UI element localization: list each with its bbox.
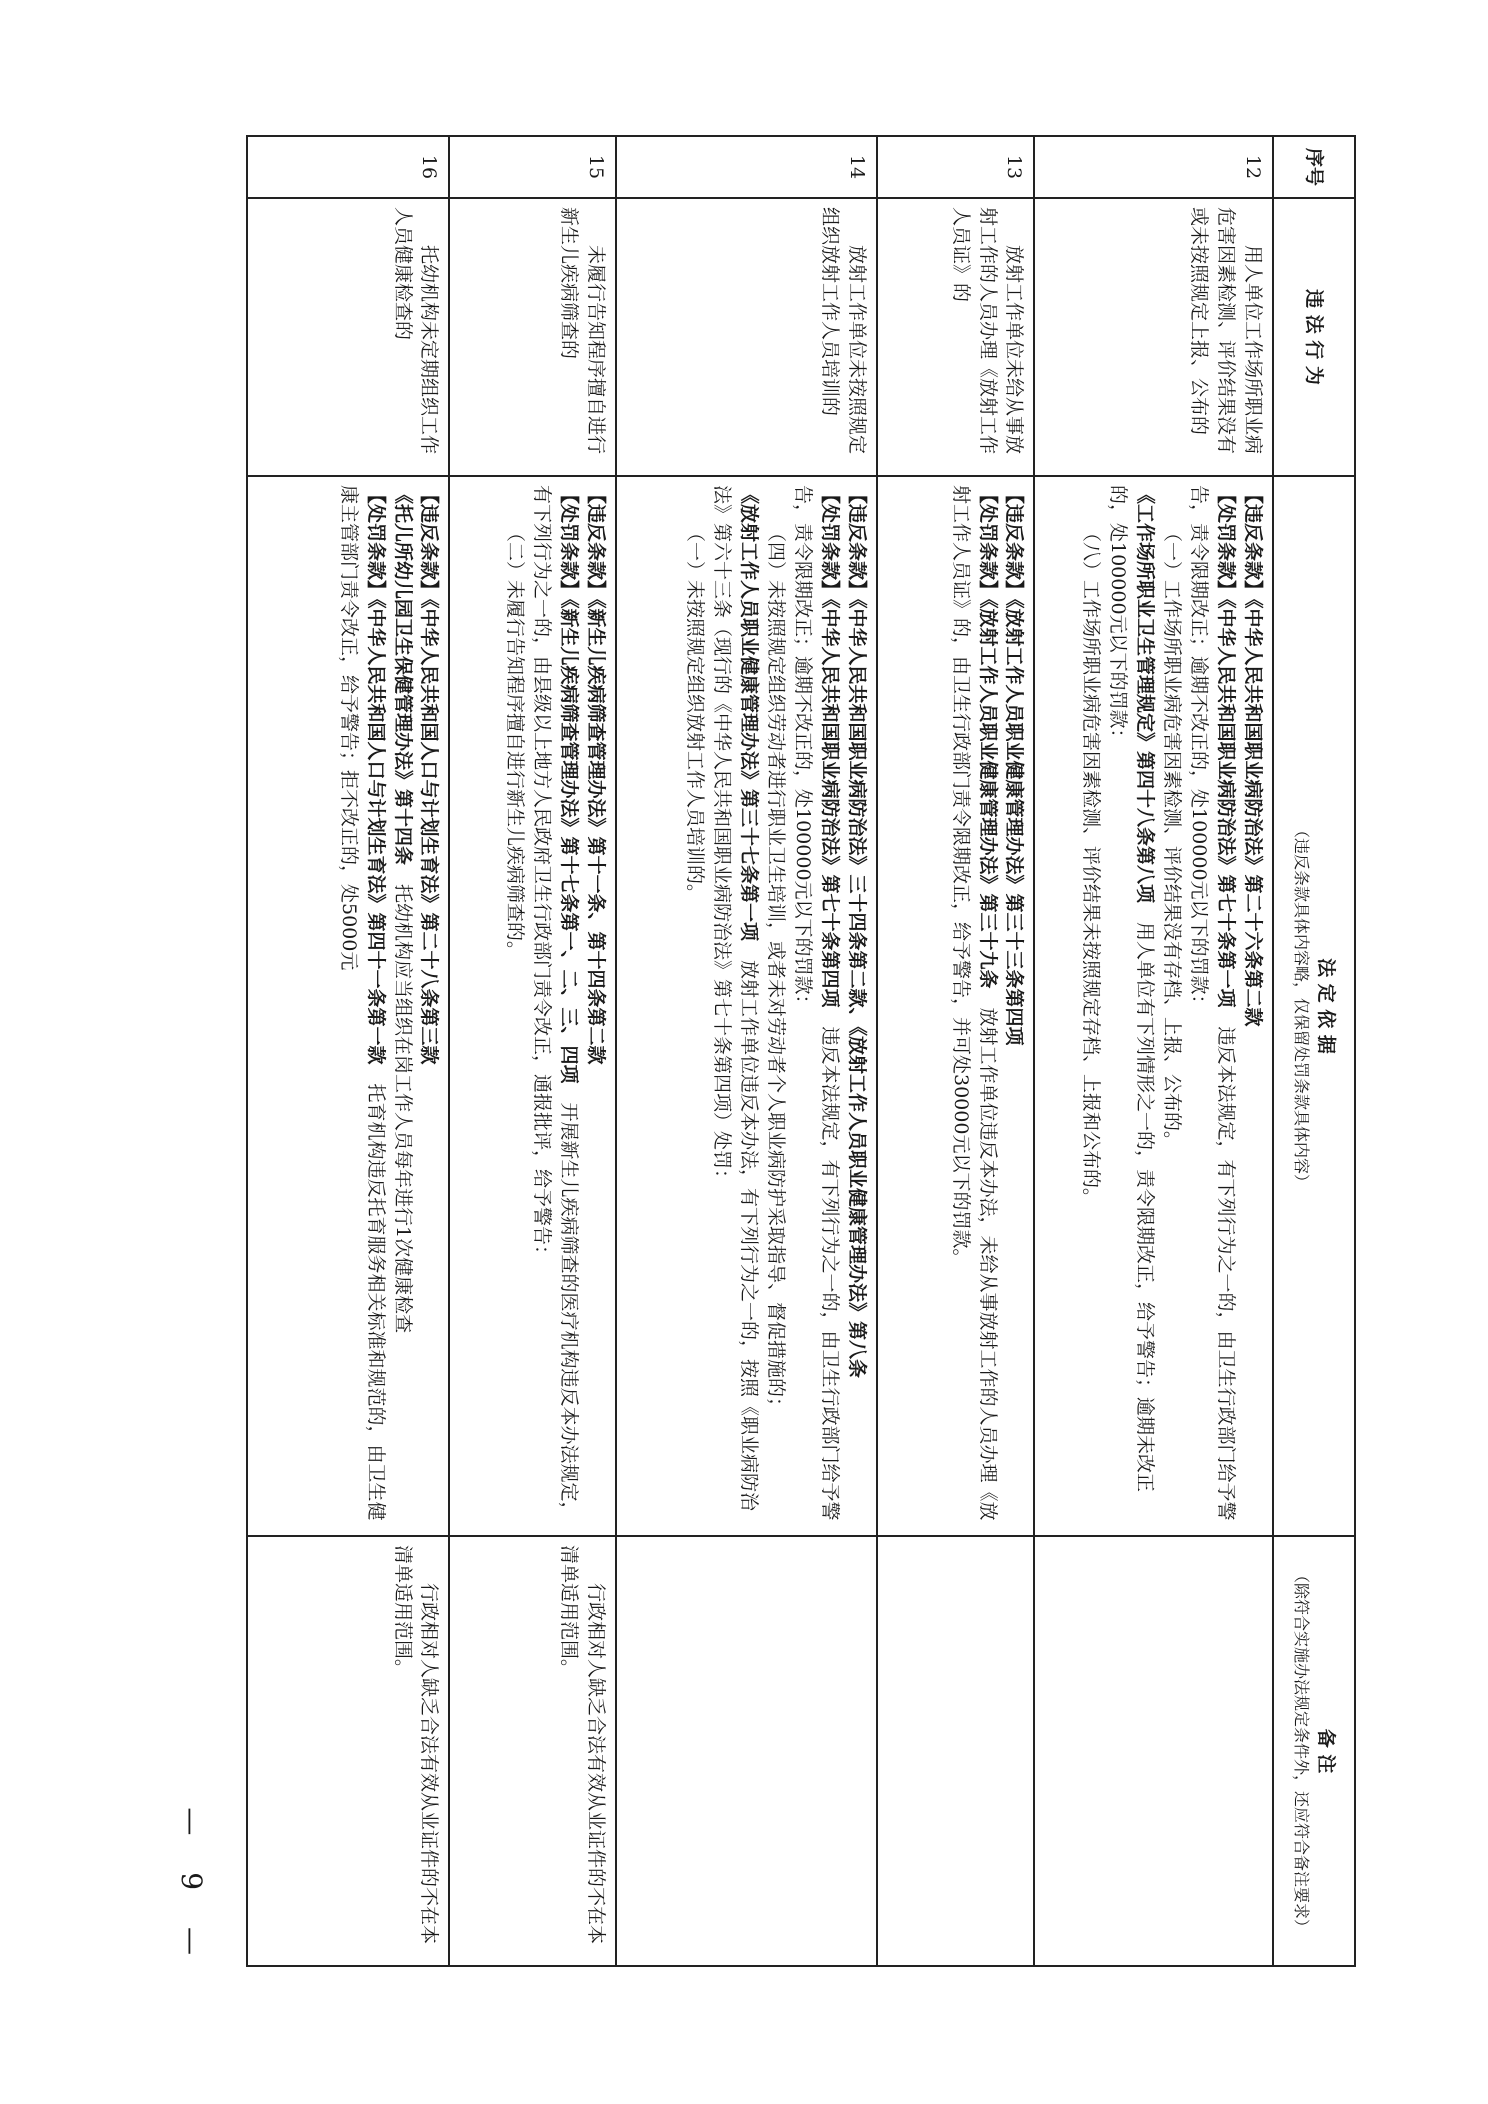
law-article: 第十一条、第十四条第二款 xyxy=(585,836,607,1065)
clause-text: 放射工作单位违反本办法，有下列行为之一的，按照《职业病防治法》第六十三条（现行的《中华人民共和国职业病防治法》第七十条第四项）处罚： xyxy=(711,485,761,1512)
clause-tag: 【处罚条款】 xyxy=(819,485,842,600)
header-basis-title: 法 定 依 据 xyxy=(1314,958,1337,1054)
table-row xyxy=(1035,136,1274,1966)
basis-line xyxy=(1158,485,1185,1527)
table-row xyxy=(247,136,450,1966)
law-name: 《托儿所幼儿园卫生保健管理办法》 xyxy=(391,485,414,790)
row-note xyxy=(1035,1536,1274,1966)
header-basis xyxy=(1273,476,1355,1536)
row-legal-basis xyxy=(877,476,1035,1536)
law-name: 《中华人民共和国人口与计划生育法》 xyxy=(418,599,441,913)
row-behavior: 托幼机构未定期组织工作人员健康检查的 xyxy=(247,198,450,476)
law-article: 第四十一条第一款 xyxy=(364,912,387,1065)
law-article: 第三十七条第一项 xyxy=(738,789,761,942)
law-name: 《放射工作人员职业健康管理办法》 xyxy=(976,599,999,894)
clause-tag: 【处罚条款】 xyxy=(558,485,581,600)
clause-text: 托育机构违反托育服务相关标准和规范的，由卫生健康主管部门责令改正，给予警告；拒不改正的，处5000元 xyxy=(337,485,387,1521)
basis-line xyxy=(681,485,708,1527)
law-article: 三十四条第二款、《放射工作人员职业健康管理办法》第八条 xyxy=(846,874,868,1379)
clause-tag: 【处罚条款】 xyxy=(364,485,387,600)
law-article: 第七十条第四项 xyxy=(819,874,842,1008)
clause-text: （一）工作场所职业病危害因素检测、评价结果没有存档、上报、公布的。 xyxy=(1161,523,1184,1151)
law-article: 第十四条 xyxy=(391,789,414,866)
law-article: 第三十三条第四项 xyxy=(1003,893,1026,1046)
basis-line xyxy=(762,485,789,1527)
law-article: 第十七条第一、二、三、四项 xyxy=(558,836,581,1084)
law-article: 第七十条第一项 xyxy=(1215,874,1238,1008)
basis-line xyxy=(708,485,762,1527)
clause-text: （一）未按照规定组织放射工作人员培训的。 xyxy=(684,523,707,904)
law-name: 《中华人民共和国职业病防治法》 xyxy=(846,599,868,875)
basis-line xyxy=(528,485,582,1527)
clause-tag: 【违反条款】 xyxy=(585,485,607,600)
clause-text: 开展新生儿疾病筛查的医疗机构违反本办法规定，有下列行为之一的，由县级以上地方人民政府卫生行政部门责令改正，通报批评，给予警告： xyxy=(531,485,581,1521)
row-legal-basis xyxy=(247,476,450,1536)
law-name: 《放射工作人员职业健康管理办法》 xyxy=(1003,599,1026,894)
basis-line xyxy=(843,485,870,1527)
clause-text: 违反本法规定，有下列行为之一的，由卫生行政部门给予警告，责令限期改正；逾期不改正的，处100000元以下的罚款： xyxy=(792,485,842,1521)
table-row xyxy=(450,136,617,1966)
row-note: 行政相对人缺乏合法有效从业证件的不在本清单适用范围。 xyxy=(247,1536,450,1966)
clause-text: 托幼机构应当组织在岗工作人员每年进行1次健康检查 xyxy=(391,865,414,1334)
row-note xyxy=(616,1536,877,1966)
law-article: 第四十八条第八项 xyxy=(1134,751,1157,904)
clause-tag: 【处罚条款】 xyxy=(1215,485,1238,600)
law-name: 《中华人民共和国职业病防治法》 xyxy=(819,599,842,875)
row-note: 行政相对人缺乏合法有效从业证件的不在本清单适用范围。 xyxy=(450,1536,617,1966)
basis-line xyxy=(947,485,1001,1527)
clause-text: 用人单位有下列情形之一的，责令限期改正，给予警告；逾期未改正的，处100000元以下的罚款： xyxy=(1107,485,1157,1493)
row-seq: 16 xyxy=(247,136,450,198)
row-seq: 13 xyxy=(877,136,1035,198)
row-legal-basis xyxy=(1035,476,1274,1536)
law-name: 《中华人民共和国职业病防治法》 xyxy=(1215,599,1238,875)
penalty-table xyxy=(246,135,1356,1967)
clause-tag: 【违反条款】 xyxy=(1003,485,1026,600)
row-note xyxy=(877,1536,1035,1966)
header-behavior: 违 法 行 为 xyxy=(1273,198,1355,476)
header-note-title: 备 注 xyxy=(1314,1728,1337,1774)
clause-text: （二）未履行告知程序擅自进行新生儿疾病筛查的。 xyxy=(504,523,527,961)
clause-tag: 【违反条款】 xyxy=(418,485,441,600)
header-basis-subtitle: （违反条款具体内容略，仅保留处罚条款具体内容） xyxy=(1291,821,1311,1190)
basis-line xyxy=(582,485,609,1527)
page-number: — 9 — xyxy=(175,1807,208,1969)
table-header-row xyxy=(1273,136,1355,1966)
clause-text: （八）工作场所职业病危害因素检测、评价结果未按照规定存档、上报和公布的。 xyxy=(1080,523,1103,1208)
clause-tag: 【违反条款】 xyxy=(1242,485,1264,600)
row-legal-basis xyxy=(616,476,877,1536)
table-row xyxy=(877,136,1035,1966)
law-name: 《放射工作人员职业健康管理办法》 xyxy=(738,485,761,790)
basis-line xyxy=(1104,485,1158,1527)
row-seq: 15 xyxy=(450,136,617,198)
law-name: 《工作场所职业卫生管理规定》 xyxy=(1134,485,1157,752)
row-behavior: 放射工作单位未给从事放射工作的人员办理《放射工作人员证》的 xyxy=(877,198,1035,476)
law-article: 第二十八条第三款 xyxy=(418,912,441,1065)
basis-line xyxy=(416,485,443,1527)
basis-line xyxy=(1077,485,1104,1527)
law-name: 《中华人民共和国人口与计划生育法》 xyxy=(364,599,387,913)
basis-line xyxy=(335,485,389,1527)
clause-text: （四）未按照规定组织劳动者进行职业卫生培训，或者未对劳动者个人职业病防护采取指导、督促措施的； xyxy=(765,523,788,1417)
header-seq: 序号 xyxy=(1273,136,1355,198)
basis-line xyxy=(501,485,528,1527)
law-name: 《中华人民共和国职业病防治法》 xyxy=(1242,599,1264,875)
header-note xyxy=(1273,1536,1355,1966)
row-behavior: 放射工作单位未按照规定组织放射工作人员培训的 xyxy=(616,198,877,476)
law-name: 《新生儿疾病筛查管理办法》 xyxy=(558,599,581,837)
header-note-subtitle: （除符合实施办法规定条件外，还应符合备注要求） xyxy=(1291,1566,1311,1935)
row-behavior: 未履行告知程序擅自进行新生儿疾病筛查的 xyxy=(450,198,617,476)
row-behavior: 用人单位工作场所职业病危害因素检测、评价结果没有或未按照规定上报、公布的 xyxy=(1035,198,1274,476)
clause-tag: 【处罚条款】 xyxy=(976,485,999,600)
basis-line xyxy=(1185,485,1239,1527)
table-body xyxy=(247,136,1273,1966)
basis-line xyxy=(389,485,416,1527)
table-row xyxy=(616,136,877,1966)
row-legal-basis xyxy=(450,476,617,1536)
law-article: 第二十六条第二款 xyxy=(1242,874,1264,1027)
row-seq: 12 xyxy=(1035,136,1274,198)
basis-line xyxy=(1001,485,1028,1527)
law-article: 第三十九条 xyxy=(976,893,999,989)
row-seq: 14 xyxy=(616,136,877,198)
clause-tag: 【违反条款】 xyxy=(846,485,868,600)
clause-text: 违反本法规定，有下列行为之一的，由卫生行政部门给予警告，责令限期改正；逾期不改正的，处100000元以下的罚款： xyxy=(1188,485,1238,1521)
basis-line xyxy=(1239,485,1266,1527)
law-name: 《新生儿疾病筛查管理办法》 xyxy=(585,599,607,837)
clause-text: 放射工作单位违反本办法，未给从事放射工作的人员办理《放射工作人员证》的，由卫生行政部门责令限期改正，给予警告，并可处30000元以下的罚款。 xyxy=(949,485,999,1521)
basis-line xyxy=(789,485,843,1527)
